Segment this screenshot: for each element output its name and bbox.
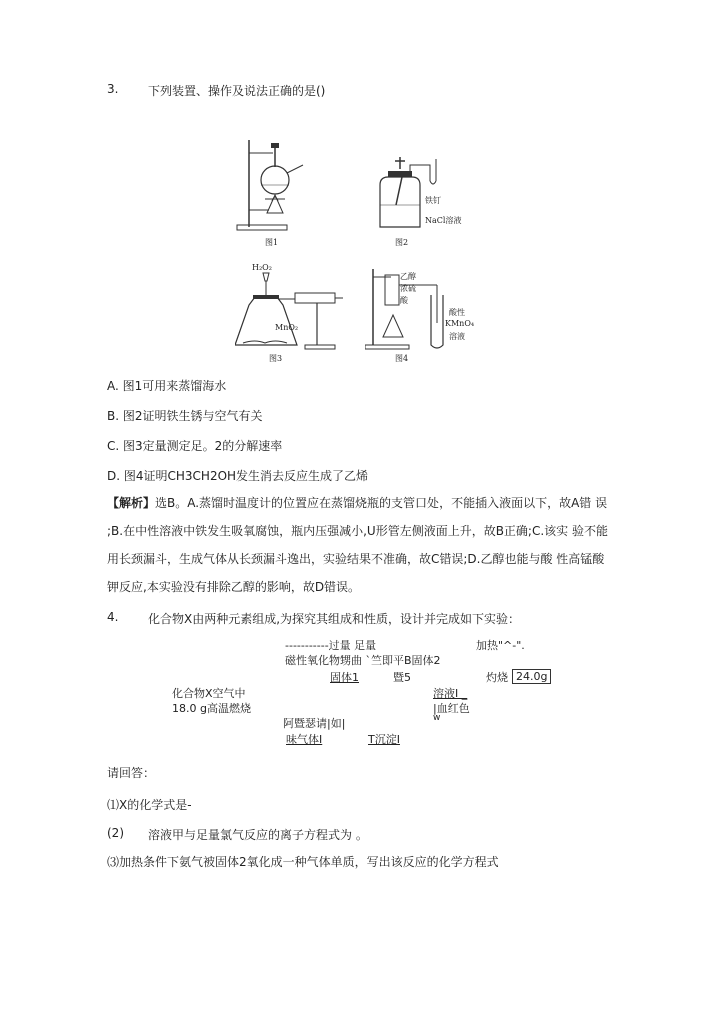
fig3-decomposition-drawing — [235, 265, 345, 355]
question-4-sub-2: 溶液甲与足量氯气反应的离子方程式为 。 — [148, 828, 368, 842]
apparatus-figure — [235, 135, 475, 365]
diagram-text-8: 化合物X空气中 — [172, 687, 246, 700]
question-4-number: 4. — [107, 610, 119, 624]
option-d: D. 图4证明CH3CH2OH发生消去反应生成了乙烯 — [107, 469, 369, 483]
diagram-text-5: 暨5 — [393, 671, 411, 684]
diagram-text-1: -----------过量 足量 — [285, 639, 377, 652]
fig3-mno2-label: MnO₂ — [275, 323, 299, 332]
fig2-solution-label: NaCl溶液 — [425, 216, 462, 225]
fig2-label: 图2 — [395, 238, 409, 247]
option-b: B. 图2证明铁生锈与空气有关 — [107, 409, 263, 423]
fig4-reagent-label-1: 乙醇 — [400, 272, 416, 281]
diagram-text-2: 加热"^-". — [476, 639, 525, 652]
fig4-tube-label-3: 溶液 — [449, 332, 465, 341]
diagram-text-9: 18.0 g高温燃烧 — [172, 702, 251, 715]
question-4-stem: 化合物X由两种元素组成,为探究其组成和性质，设计并完成如下实验： — [148, 612, 521, 626]
question-4-sub-3: ⑶加热条件下氨气被固体2氧化成一种气体单质，写出该反应的化学方程式 — [107, 855, 499, 869]
fig3-label: 图3 — [269, 354, 283, 363]
question-4-ask: 请回答： — [107, 766, 156, 780]
option-a: A. 图1可用来蒸馏海水 — [107, 379, 227, 393]
diagram-text-6: 灼烧 — [486, 671, 508, 684]
fig2-nail-label: 铁钉 — [425, 196, 441, 205]
fig1-label: 图1 — [265, 238, 279, 247]
diagram-text-4: 固体1 — [330, 671, 359, 684]
analysis-line-1 — [107, 491, 607, 515]
diagram-text-14: 味气体I — [286, 733, 323, 746]
diagram-text-15: T沉淀I — [368, 733, 400, 746]
diagram-text-7: 24.0g — [512, 669, 551, 684]
analysis-line-3: 用长颈漏斗，生成气体从长颈漏斗逸出，实验结果不准确，故C错误;D.乙醇也能与酸 性高锰酸 — [107, 552, 605, 566]
question-4-sub-2-number: (2) — [107, 826, 124, 840]
fig4-tube-label-1: 酸性 — [449, 308, 465, 317]
analysis-line-4: 钾反应,本实验没有排除乙醇的影响，故D错误。 — [107, 580, 361, 594]
fig4-tube-label-2: KMnO₄ — [445, 319, 475, 328]
diagram-text-3: 磁性氧化物甥曲 `竺即平B固体2 — [285, 654, 441, 667]
diagram-text-13: 阿暨瑟请|如| — [283, 717, 346, 730]
diagram-text-10: 溶液I _ — [433, 687, 468, 700]
question-3-stem: 下列装置、操作及说法正确的是() — [148, 84, 326, 98]
fig4-label: 图4 — [395, 354, 409, 363]
fig3-h2o2-label: H₂O₂ — [252, 263, 272, 272]
question-3-number: 3. — [107, 82, 119, 96]
fig4-reagent-label-2: 浓硫 — [400, 284, 416, 293]
diagram-text-11: |血红色 — [433, 702, 470, 715]
question-4-sub-1: ⑴X的化学式是- — [107, 798, 192, 812]
analysis-line-2: ;B.在中性溶液中铁发生吸氧腐蚀，瓶内压强减小,U形管左侧液面上升，故B正确;C.该实 验不能 — [107, 524, 608, 538]
analysis-label: 【解析】 — [107, 496, 156, 510]
option-c: C. 图3定量测定足。2的分解速率 — [107, 439, 283, 453]
fig4-reagent-label-3: 酸 — [400, 296, 408, 305]
fig1-distillation-drawing — [235, 135, 315, 235]
diagram-text-12: w — [433, 713, 441, 723]
analysis-text-1: 选B。A.蒸馏时温度计的位置应在蒸馏烧瓶的支管口处，不能插入液面以下，故A错 误 — [155, 496, 608, 510]
